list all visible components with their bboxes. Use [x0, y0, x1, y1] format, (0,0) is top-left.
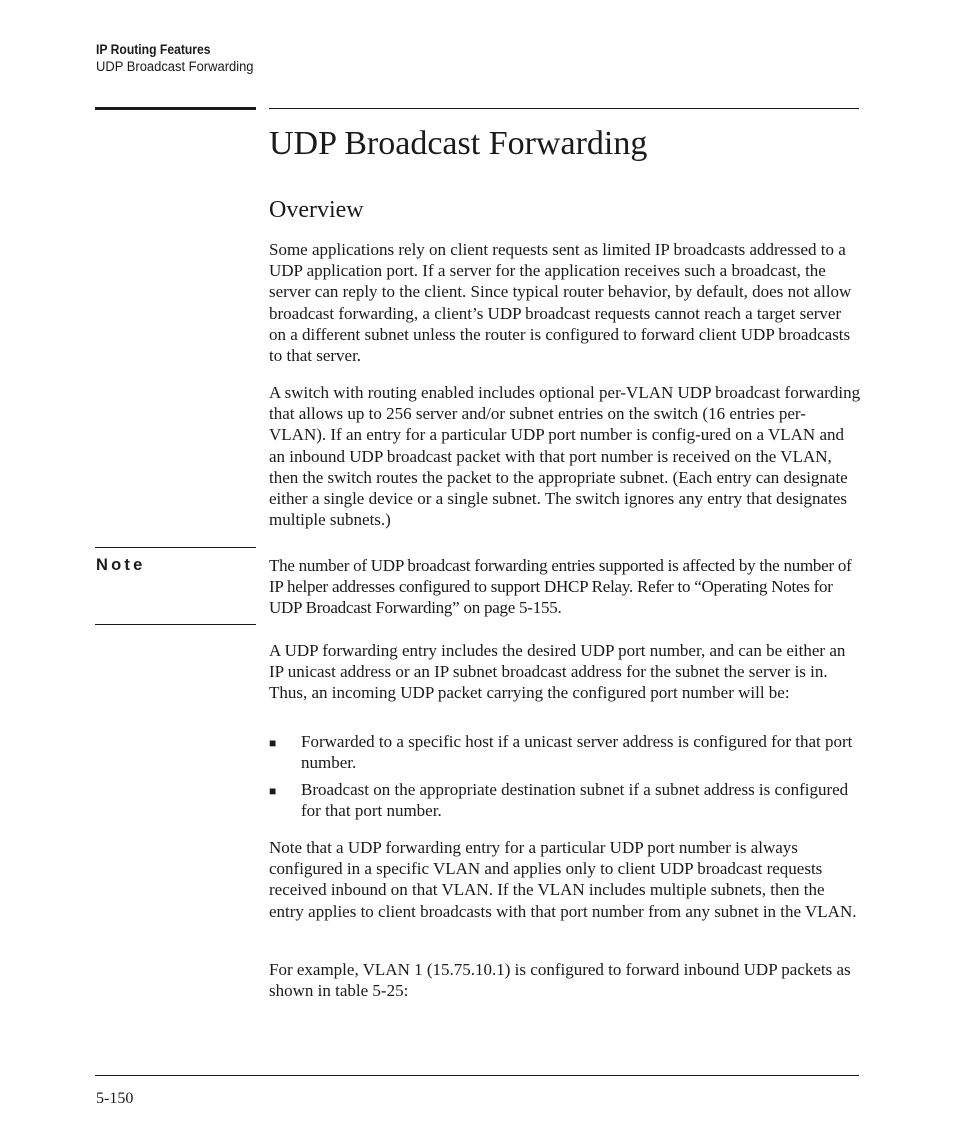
bullet-list-item-1 — [269, 731, 861, 773]
running-header-chapter: IP Routing Features — [96, 42, 211, 57]
left-column-rule — [95, 107, 256, 110]
list-item-text: Broadcast on the appropriate destination subnet if a subnet address is configured for that port number. — [301, 780, 849, 821]
note-bottom-rule — [95, 624, 256, 625]
list-item — [269, 731, 861, 773]
bullet-list-item-2 — [269, 779, 861, 821]
paragraph-forwarding-entry: A UDP forwarding entry includes the desired UDP port number, and can be either an IP unicast address or an IP subnet broadcast address for the subnet the server is in. Thus, an incoming UDP packet carrying the configured port number will be: — [269, 641, 846, 703]
footer-rule — [95, 1075, 859, 1076]
page-number: 5-150 — [96, 1090, 134, 1107]
note-text: The number of UDP broadcast forwarding entries supported is affected by the number of IP helper addresses configured to support DHCP Relay. Refer to “Operating Notes for UDP Broadcast Forwarding” on page 5-155. — [269, 556, 852, 618]
list-item-text: Forwarded to a specific host if a unicast server address is configured for that port number. — [301, 732, 853, 773]
paragraph-example: For example, VLAN 1 (15.75.10.1) is configured to forward inbound UDP packets as shown in table 5-25: — [269, 960, 851, 1001]
square-bullet-icon: ■ — [269, 736, 277, 750]
section-heading: Overview — [269, 197, 364, 223]
page-title: UDP Broadcast Forwarding — [269, 125, 648, 162]
paragraph-intro: Some applications rely on client requests sent as limited IP broadcasts addressed to a UDP application port. If a server for the application receives such a broadcast, the server can reply to the client. Since typical router behavior, by default, does not allow broadcast forwarding, a client’s UDP broadcast requests cannot reach a target server on a different subnet unless the router is configured to forward client UDP broadcasts to that server. — [269, 240, 852, 366]
note-label: Note — [96, 556, 146, 574]
list-item — [269, 779, 861, 821]
paragraph-switch-routing: A switch with routing enabled includes optional per-VLAN UDP broadcast forwarding that allows up to 256 server and/or subnet entries on the switch (16 entries per-VLAN). If an entry for a particular UDP port number is config-ured on a VLAN and an inbound UDP broadcast packet with that port number is received on the VLAN, then the switch routes the packet to the appropriate subnet. (Each entry can designate either a single device or a single subnet. The switch ignores any entry that designates multiple subnets.) — [269, 383, 861, 530]
paragraph-vlan-scope: Note that a UDP forwarding entry for a particular UDP port number is always configured in a specific VLAN and applies only to client UDP broadcast requests received inbound on that VLAN. If the VLAN includes multiple subnets, then the entry applies to client broadcasts with that port number from any subnet in the VLAN. — [269, 838, 857, 921]
running-header-section: UDP Broadcast Forwarding — [96, 59, 254, 74]
note-top-rule — [95, 547, 256, 548]
square-bullet-icon: ■ — [269, 784, 277, 798]
title-rule — [269, 108, 859, 109]
